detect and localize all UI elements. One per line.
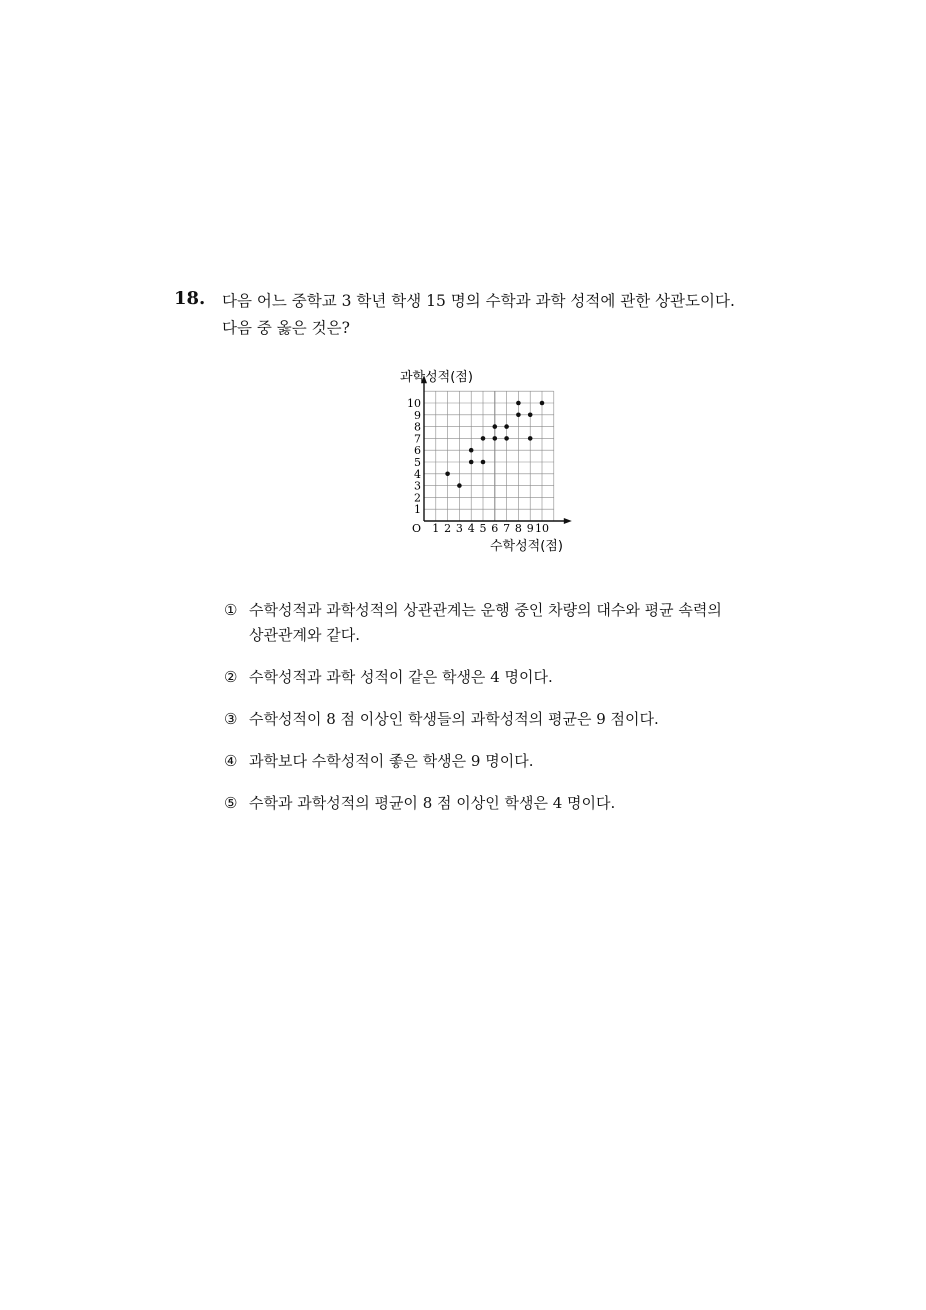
data-point [493,424,498,429]
question-line: 다음 어느 중학교 3 학년 학생 15 명의 수학과 과학 성적에 관한 상관도이다. [222,292,735,310]
data-point [481,436,486,441]
x-axis-arrow [564,518,572,524]
y-tick-label: 1 [414,503,421,517]
origin-label: O [412,522,422,535]
choice-text: 상관관계와 같다. [249,626,360,644]
data-point [528,436,533,441]
x-axis-label: 수학성적(점) [490,539,563,554]
choice-mark: ② [224,668,238,686]
y-tick-label: 3 [414,479,421,493]
data-point [457,483,462,488]
x-tick-label: 2 [444,522,452,535]
y-tick-label: 10 [407,397,421,410]
choice-text: 수학성적과 과학성적의 상관관계는 운행 중인 차량의 대수와 평균 속력의 [249,601,722,619]
data-point [504,424,509,429]
question-line: 다음 중 옳은 것은? [222,319,350,337]
data-point [504,436,509,441]
choice-4[interactable] [224,749,784,774]
question-number: 18. [174,288,206,309]
chart-axes [421,375,572,524]
y-tick-label: 7 [414,432,421,446]
x-tick-labels [432,522,549,535]
y-tick-label: 6 [414,444,421,458]
x-tick-label: 4 [467,522,475,535]
y-tick-label: 5 [414,456,421,469]
scatter-chart [392,366,572,558]
x-tick-label: 10 [535,522,549,535]
question-text [222,288,782,342]
choice-text: 수학과 과학성적의 평균이 8 점 이상인 학생은 4 명이다. [249,794,616,812]
y-axis-label: 과학성적(점) [400,370,473,385]
choice-mark: ⑤ [224,794,238,812]
choice-text: 수학성적이 8 점 이상인 학생들의 과학성적의 평균은 9 점이다. [249,710,659,728]
y-tick-label: 8 [414,420,421,434]
data-point [481,460,486,465]
data-point [516,413,521,418]
choice-list [224,598,784,833]
x-tick-label: 6 [491,522,499,535]
choice-5[interactable] [224,791,784,816]
x-tick-label: 7 [503,522,511,535]
choice-3[interactable] [224,707,784,732]
choice-text: 과학보다 수학성적이 좋은 학생은 9 명이다. [249,752,534,770]
y-tick-labels [407,397,421,516]
x-tick-label: 8 [514,522,522,535]
choice-mark: ① [224,601,238,619]
y-tick-label: 2 [414,491,421,505]
choice-mark: ③ [224,710,238,728]
chart-grid [424,391,554,521]
choice-2[interactable] [224,665,784,690]
data-point [445,472,450,477]
data-point [493,436,498,441]
x-tick-label: 5 [479,522,487,535]
x-tick-label: 1 [432,522,440,535]
data-point [469,460,474,465]
data-point [469,448,474,453]
y-tick-label: 4 [414,467,421,481]
data-point [528,413,533,418]
choice-text: 수학성적과 과학 성적이 같은 학생은 4 명이다. [249,668,553,686]
data-point [540,401,545,406]
choice-1[interactable] [224,598,784,648]
choice-mark: ④ [224,752,238,770]
data-point [516,401,521,406]
x-tick-label: 9 [526,522,534,535]
x-tick-label: 3 [455,522,463,535]
y-tick-label: 9 [414,408,421,422]
